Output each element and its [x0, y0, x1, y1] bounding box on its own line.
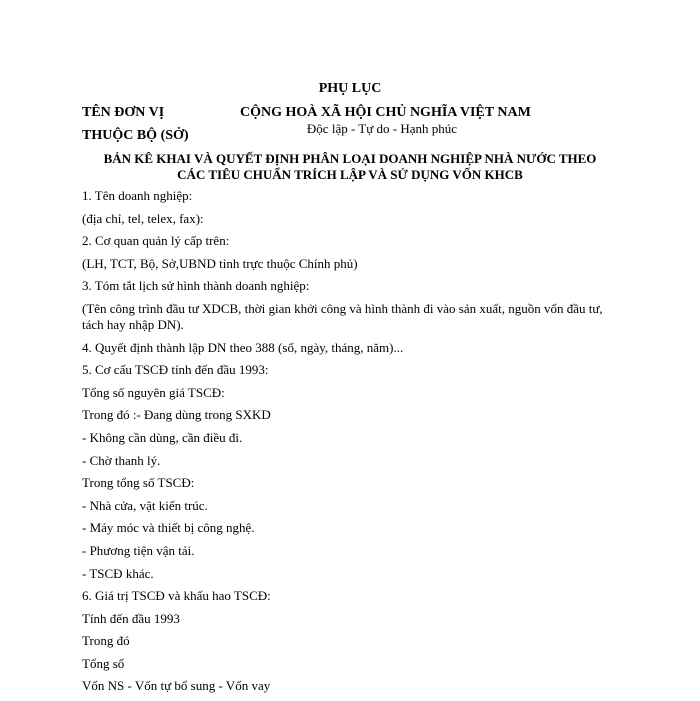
- national-motto: Độc lập - Tự do - Hạnh phúc: [306, 121, 458, 136]
- body-line: (địa chỉ, tel, telex, fax):: [82, 210, 204, 226]
- body-line: Trong đó: [82, 633, 130, 649]
- body-line: 4. Quyết định thành lập DN theo 388 (số, ngày, tháng, năm)...: [82, 339, 404, 355]
- body-line: - Chờ thanh lý.: [82, 452, 161, 468]
- document-title-line-2: CÁC TIÊU CHUẨN TRÍCH LẬP VÀ SỬ DỤNG VỐN KHCB: [177, 167, 523, 182]
- body-line: Tổng số nguyên giá TSCĐ:: [82, 384, 225, 400]
- body-line: 5. Cơ cấu TSCĐ tính đến đầu 1993:: [82, 362, 269, 378]
- body-line: Tổng số: [82, 655, 125, 671]
- body-line: (Tên công trình đầu tư XDCB, thời gian khởi công và hình thành đi vào sản xuất, nguồn vốn đầu tư, tách hay nhập DN).: [82, 300, 603, 332]
- body-line: Vốn NS - Vốn tự bổ sung - Vốn vay: [82, 678, 271, 694]
- appendix-title: PHỤ LỤC: [318, 81, 382, 96]
- body-line: 3. Tóm tắt lịch sử hình thành doanh nghiệp:: [82, 278, 310, 294]
- body-line: - Không cần dùng, cần điều đi.: [82, 429, 243, 445]
- republic-heading: CỘNG HOÀ XÃ HỘI CHỦ NGHĨA VIỆT NAM: [240, 105, 531, 120]
- body-line: Trong đó :- Đang dùng trong SXKD: [82, 407, 271, 423]
- body-line: Tính đến đầu 1993: [82, 610, 180, 626]
- body-line: - TSCĐ khác.: [82, 565, 154, 581]
- body-line: Trong tổng số TSCĐ:: [82, 475, 195, 491]
- body-line: - Máy móc và thiết bị công nghệ.: [82, 520, 255, 536]
- document-body: [82, 188, 622, 701]
- body-line: (LH, TCT, Bộ, Sở,UBND tỉnh trực thuộc Chính phủ): [82, 255, 358, 271]
- body-line: 6. Giá trị TSCĐ và khấu hao TSCĐ:: [82, 588, 271, 604]
- document-title: [40, 151, 660, 183]
- body-line: 1. Tên doanh nghiệp:: [82, 188, 193, 203]
- body-line: - Nhà cửa, vật kiến trúc.: [82, 497, 208, 513]
- body-line: - Phương tiện vận tải.: [82, 542, 195, 558]
- body-line: 2. Cơ quan quản lý cấp trên:: [82, 233, 230, 249]
- ministry-label: THUỘC BỘ (SỞ): [82, 128, 189, 143]
- document-title-line-1: BẢN KÊ KHAI VÀ QUYẾT ĐỊNH PHÂN LOẠI DOANH NGHIỆP NHÀ NƯỚC THEO: [103, 151, 597, 166]
- unit-name-label: TÊN ĐƠN VỊ: [82, 105, 165, 120]
